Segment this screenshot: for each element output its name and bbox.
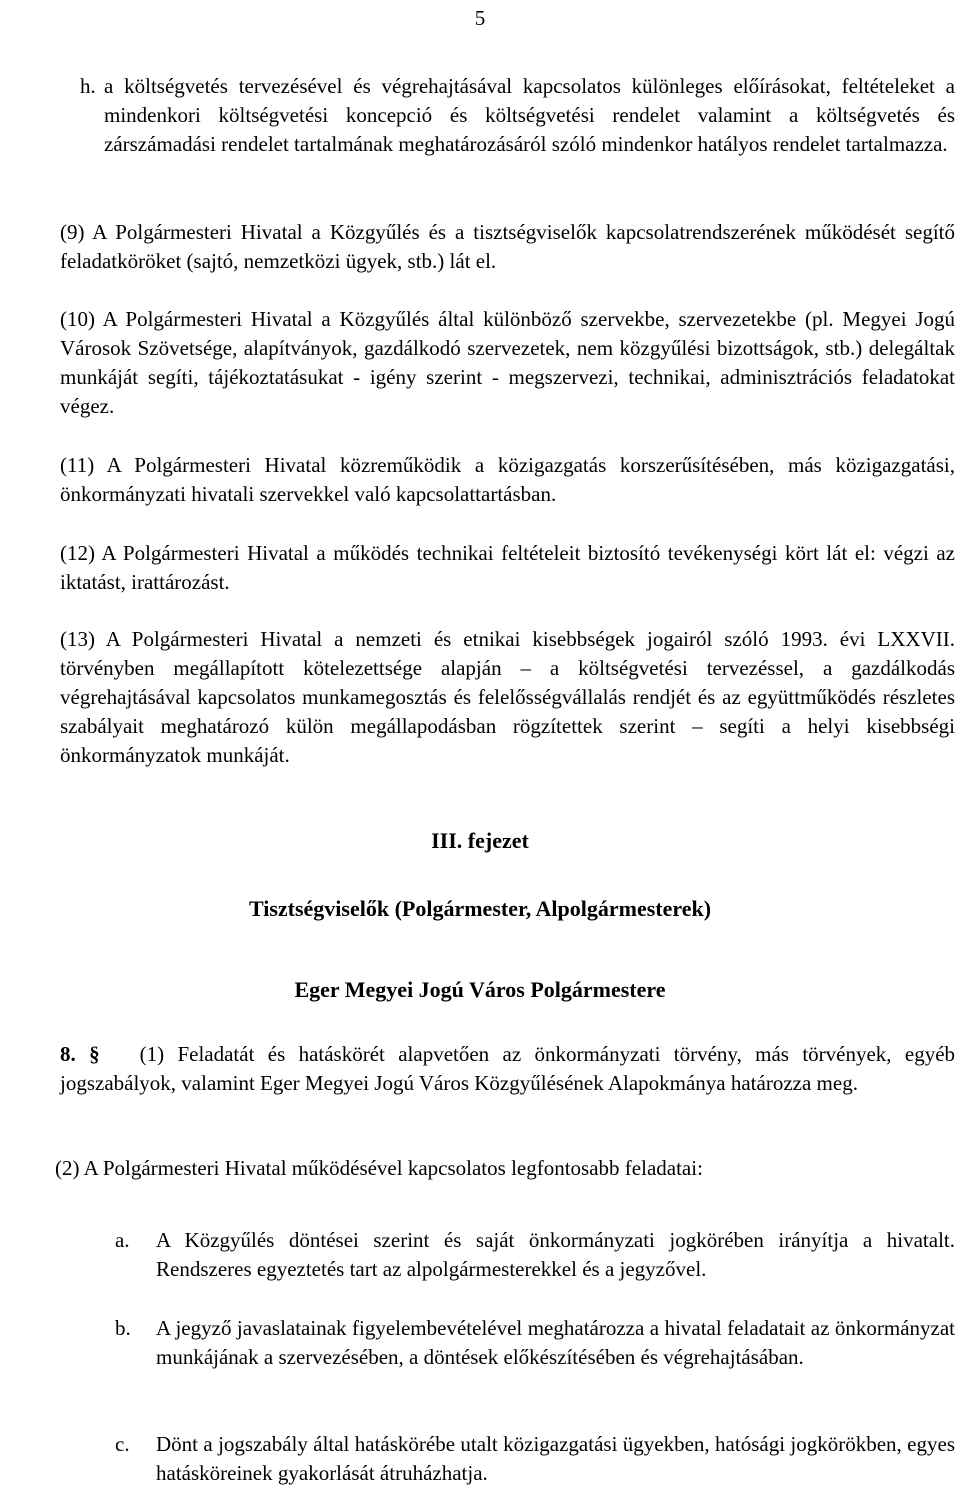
paragraph-12: (12) A Polgármesteri Hivatal a működés technikai feltételeit biztosító tevékenységi kört lát el: végzi az iktatást, irattározást.: [60, 541, 955, 594]
sub-item-c: [115, 1430, 955, 1488]
section-8-paragraph-1: (1) Feladatát és hatáskörét alapvetően az önkormányzati törvény, más törvények, egyéb jogszabályok, valamint Eger Megyei Jogú Város Közgyűlésének Alapokmánya határozza meg.: [60, 1042, 956, 1095]
section-8-paragraph-2: (2) A Polgármesteri Hivatal működésével kapcsolatos legfontosabb feladatai:: [55, 1156, 703, 1180]
paragraph-13: (13) A Polgármesteri Hivatal a nemzeti és etnikai kisebbségek jogairól szóló 1993. évi LXXVII. törvényben megállapított kötelezettsége alapján – a költségvetési tervezéssel, a gazdálkodás végrehajtásával kapcsolatos munkamegosztás és felelősségvállalás rendjét és az együttműködés részletes szabályait meghatározó külön megállapodásban rögzítettek szerint – segíti a helyi kisebbségi önkormányzatok munkáját.: [60, 627, 955, 767]
sub-item-text: A jegyző javaslatainak figyelembevételével meghatározza a hivatal feladatait az önkormányzat munkájának a szervezésében, a döntések előkészítésében és végrehajtásában.: [156, 1316, 955, 1369]
sub-item-text: A Közgyűlés döntései szerint és saját önkormányzati jogkörében irányítja a hivatalt. Rendszeres egyeztetés tart az alpolgármesterekkel és a jegyzővel.: [156, 1228, 955, 1281]
list-item-h: [80, 72, 955, 159]
list-item-text: a költségvetés tervezésével és végrehajtásával kapcsolatos különleges előírásokat, feltételeket a mindenkori költségvetési koncepció és költségvetési rendelet valamint a költségvetés és zárszámadási rendelet tartalmának meghatározásáról szóló mindenkor hatályos rendelet tartalmazza.: [104, 74, 955, 156]
page-number: 5: [474, 6, 486, 30]
sub-item-marker: a.: [115, 1228, 130, 1252]
list-marker: h.: [80, 74, 96, 98]
sub-item-a: [115, 1226, 955, 1284]
paragraph-10: (10) A Polgármesteri Hivatal a Közgyűlés által különböző szervekbe, szervezetekbe (pl. Megyei Jogú Városok Szövetsége, alapítványok, gazdálkodó szervezetek, nem közgyűlési bizottságok, stb.) delegáltak munkáját segíti, tájékoztatásukat - igény szerint - megszervezi, technikai, adminisztrációs feladatokat végez.: [60, 307, 955, 418]
section-subtitle: Eger Megyei Jogú Város Polgármestere: [294, 977, 666, 1002]
chapter-heading: III. fejezet: [431, 828, 529, 853]
paragraph-11: (11) A Polgármesteri Hivatal közreműködik a közigazgatás korszerűsítésében, más közigazgatási, önkormányzati hivatali szervekkel való kapcsolattartásban.: [60, 453, 955, 506]
chapter-title: Tisztségviselők (Polgármester, Alpolgármesterek): [248, 896, 712, 921]
section-8: [60, 1040, 955, 1098]
sub-item-b: [115, 1314, 955, 1372]
sub-item-text: Dönt a jogszabály által hatáskörébe utalt közigazgatási ügyekben, hatósági jogkörökben, egyes hatásköreinek gyakorlását átruházhatja.: [156, 1432, 955, 1485]
paragraph-9: (9) A Polgármesteri Hivatal a Közgyűlés és a tisztségviselők kapcsolatrendszerének működését segítő feladatköröket (sajtó, nemzetközi ügyek, stb.) lát el.: [60, 220, 955, 273]
section-sign: 8. §: [60, 1042, 100, 1066]
sub-item-marker: c.: [115, 1432, 130, 1456]
sub-item-marker: b.: [115, 1316, 131, 1340]
